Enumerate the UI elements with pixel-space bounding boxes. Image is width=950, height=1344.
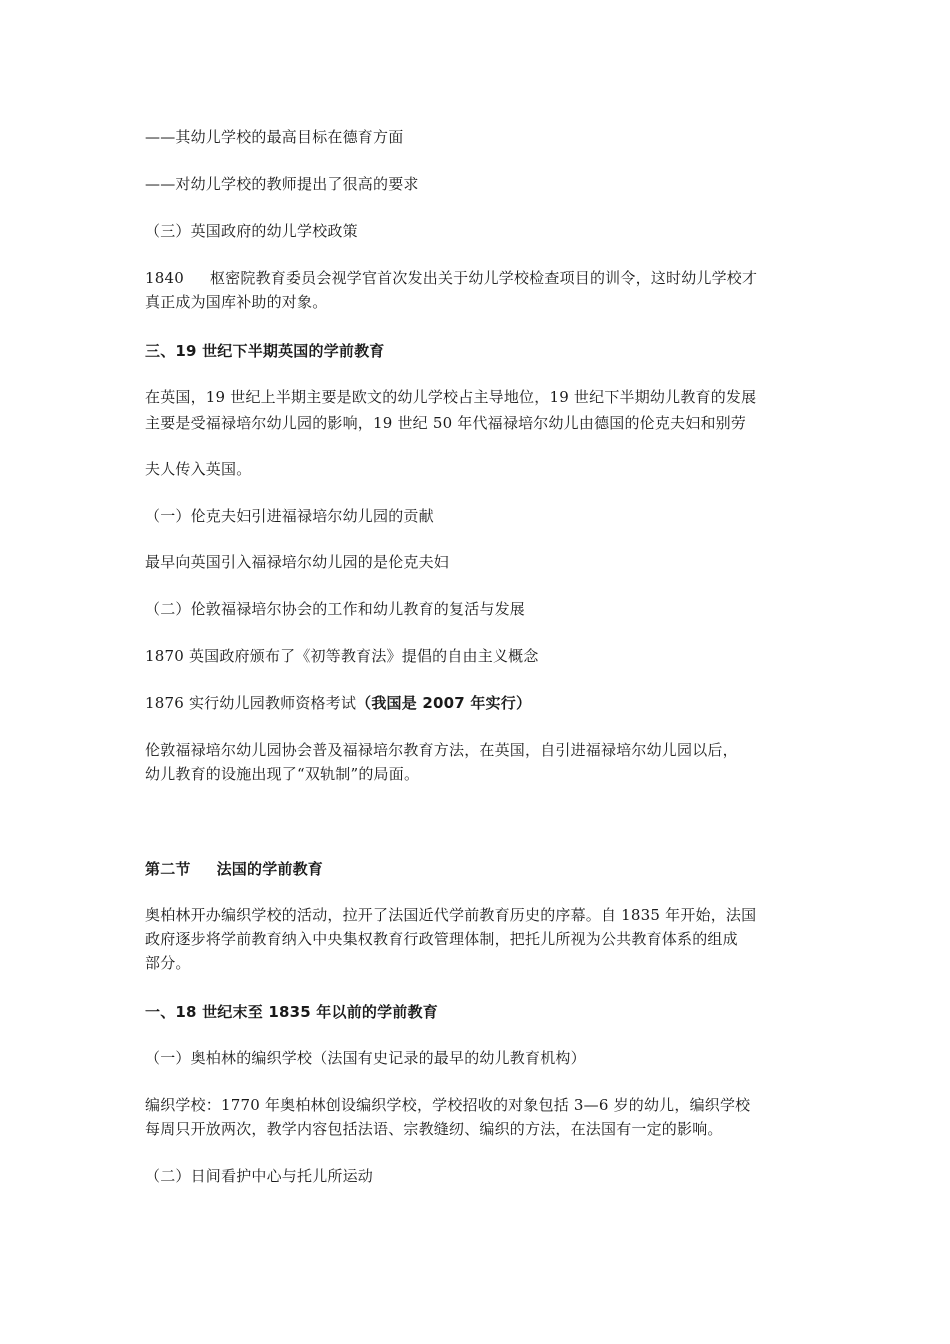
paragraph-line — [145, 266, 810, 290]
paragraph-1876 — [145, 691, 810, 715]
paragraph-text: ——对幼儿学校的教师提出了很高的要求 — [145, 175, 419, 193]
paragraph-line: 编织学校：1770 年奥柏林创设编织学校，学校招收的对象包括 3—6 岁的幼儿，编织学校 — [145, 1096, 751, 1114]
paragraph-line: 伦敦福禄培尔幼儿园协会普及福禄培尔教育方法，在英国，自引进福禄培尔幼儿园以后， — [145, 741, 738, 759]
paragraph-line: 每周只开放两次，教学内容包括法语、宗教缝纫、编织的方法，在法国有一定的影响。 — [145, 1120, 723, 1138]
paragraph-line: 奥柏林开办编织学校的活动，拉开了法国近代学前教育历史的序幕。自 1835 年开始，法国 — [145, 906, 757, 924]
paragraph-teacher-requirements — [145, 172, 810, 196]
paragraph-line: 主要是受福禄培尔幼儿园的影响，19 世纪 50 年代福禄培尔幼儿由德国的伦克夫妇和别劳 — [145, 414, 747, 432]
paragraph-line: 幼儿教育的设施出现了“双轨制”的局面。 — [145, 765, 420, 783]
subheading-text: （二）伦敦福禄培尔协会的工作和幼儿教育的复活与发展 — [145, 600, 526, 618]
subheading-text: （二）日间看护中心与托儿所运动 — [145, 1167, 374, 1185]
section-heading-france — [145, 857, 810, 881]
paragraph-line: 真正成为国库补助的对象。 — [145, 293, 328, 311]
paragraph-line: 部分。 — [145, 954, 191, 972]
subheading-knitting-school — [145, 1046, 810, 1070]
subheading-text: （一）伦克夫妇引进福禄培尔幼儿园的贡献 — [145, 507, 434, 525]
subheading-day-care — [145, 1164, 810, 1188]
section-heading-19th-late-uk — [145, 339, 810, 363]
subheading-text: （一）奥柏林的编织学校（法国有史记录的最早的幼儿教育机构） — [145, 1049, 586, 1067]
section-heading-18th-1835 — [145, 1000, 810, 1024]
paragraph-1840 — [145, 266, 810, 314]
paragraph-knitting-school — [145, 1093, 810, 1141]
heading-text: 三、19 世纪下半期英国的学前教育 — [145, 342, 385, 360]
subheading-text: （三）英国政府的幼儿学校政策 — [145, 222, 358, 240]
paragraph-line: 在英国，19 世纪上半期主要是欧文的幼儿学校占主导地位，19 世纪下半期幼儿教育的发展 — [145, 388, 757, 406]
paragraph-line: 政府逐步将学前教育纳入中央集权教育行政管理体制，把托儿所视为公共教育体系的组成 — [145, 930, 738, 948]
subheading-london-froebel-society — [145, 597, 810, 621]
paragraph-uk-overview — [145, 385, 810, 435]
heading-text: 一、18 世纪末至 1835 年以前的学前教育 — [145, 1003, 438, 1021]
paragraph-oberlin — [145, 903, 810, 975]
paragraph-earliest-ronge — [145, 550, 810, 574]
paragraph-text: 枢密院教育委员会视学官首次发出关于幼儿学校检查项目的训令，这时幼儿学校才 — [209, 269, 758, 287]
paragraph-text: 1870 英国政府颁布了《初等教育法》提倡的自由主义概念 — [145, 647, 539, 665]
emphasis-text: （我国是 2007 年实行） — [356, 694, 532, 712]
paragraph-introduced — [145, 457, 810, 481]
paragraph-goal-moral — [145, 125, 810, 149]
paragraph-dual-track — [145, 738, 810, 786]
subheading-uk-policy — [145, 219, 810, 243]
paragraph-text: 1876 实行幼儿园教师资格考试 — [145, 694, 357, 712]
year-text: 1840 — [145, 269, 184, 287]
heading-text: 第二节 — [145, 860, 191, 878]
heading-text: 法国的学前教育 — [216, 860, 324, 878]
paragraph-text: 最早向英国引入福禄培尔幼儿园的是伦克夫妇 — [145, 553, 450, 571]
paragraph-text: ——其幼儿学校的最高目标在德育方面 — [145, 128, 404, 146]
subheading-ronge-contribution — [145, 504, 810, 528]
paragraph-text: 夫人传入英国。 — [145, 460, 252, 478]
paragraph-1870 — [145, 644, 810, 668]
